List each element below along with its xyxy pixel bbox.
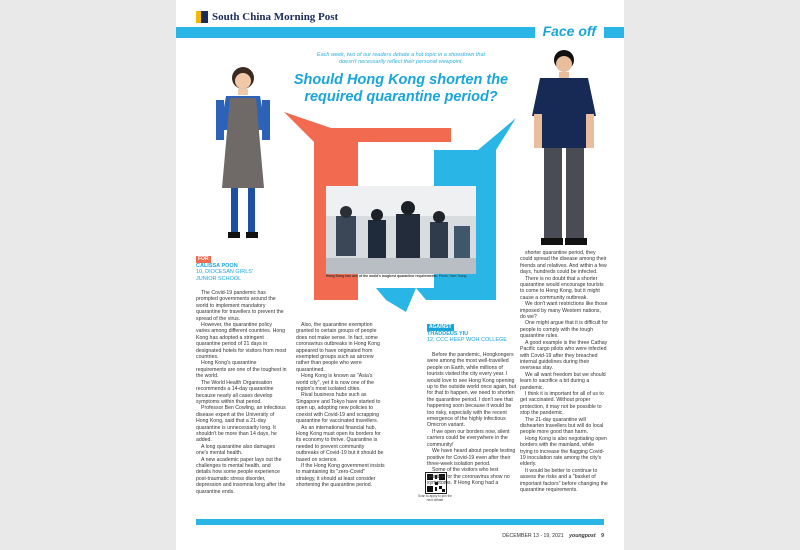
paragraph: A long quarantine also damages one's mental health. bbox=[196, 443, 276, 457]
against-student-photo bbox=[526, 44, 602, 254]
caption-text: Hong Kong has one of the world's toughest quarantine requirements. bbox=[326, 274, 438, 278]
section-label: Face off bbox=[535, 22, 604, 40]
paragraph: One might argue that it is difficult for people to comply with the tough quarantine rules. bbox=[520, 320, 608, 340]
for-school-line1: 10, DIOCESAN GIRLS' bbox=[196, 269, 253, 275]
paragraph: Hong Kong's quarantine requirements are one of the toughest in the world. bbox=[196, 360, 287, 380]
page-footer bbox=[502, 533, 604, 539]
footer-date: DECEMBER 13 - 19, 2021 bbox=[502, 533, 564, 539]
for-student-photo bbox=[208, 60, 278, 255]
for-name: CALISSA POON bbox=[196, 262, 238, 269]
masthead-title: South China Morning Post bbox=[212, 11, 339, 23]
caption-credit: Photo: Sam Tsang bbox=[438, 274, 467, 278]
paragraph: Hong Kong is known as "Asia's world city", yet it is now one of the region's most isolated cities. bbox=[296, 373, 374, 393]
against-column-1 bbox=[427, 352, 517, 487]
paragraph: Hong Kong is also negotiating open borders with the mainland, while trying to increase the flagging Covid-19 inoculation rate among the city's elderly. bbox=[520, 435, 607, 468]
paragraph: The World Health Organisation recommends a 14-day quarantine because nearly all cases develop symptoms within that period. bbox=[196, 379, 274, 405]
against-school-line1: 12, CCC HEEP WOH COLLEGE bbox=[427, 337, 507, 343]
bottom-bar bbox=[196, 519, 604, 525]
paragraph: shorter quarantine period, they could spread the disease among their friends and relatives. And within a few days, hundreds could be infected. bbox=[520, 250, 607, 276]
for-tag: FOR bbox=[198, 256, 209, 262]
paragraph: Also, the quarantine exemption granted to certain groups of people does not make sense. In fact, some coronavirus outbreaks in Hong Kong appeared to have originated from exempted groups such as aircrew rather than people who were quarantined. bbox=[296, 322, 380, 373]
paragraph: As an international financial hub, Hong Kong must open its borders for its economy to thrive. Quarantine is needed to prevent community outbreaks of Covid-19 but it should be based on science. bbox=[296, 424, 384, 463]
paragraph: Before the pandemic, Hongkongers were among the most well-travelled people on Earth, while millions of tourists visited the city every year. I would love to see Hong Kong opening up to the outside world once again, but for that to happen, we need to shorten the quarantine period. I don't see that happening soon because it would be too risky, especially with the recent emergence of the highly infectious Omicron variant. bbox=[427, 352, 517, 429]
qr-caption: Scan to apply to join the next debate bbox=[417, 494, 453, 502]
for-column-2 bbox=[296, 322, 386, 489]
paragraph: Some of the visitors who test positive for the coronavirus show no symptoms. If Hong Kong had a bbox=[427, 467, 510, 487]
for-school-line2: JUNIOR SCHOOL bbox=[196, 275, 242, 282]
paragraph: A good example is the three Cathay Pacific cargo pilots who were infected with Covid-19 after they breached internal guidelines during their overseas stay. bbox=[520, 339, 608, 372]
footer-brand: youngpost bbox=[569, 533, 596, 539]
against-name: THADDEUS YIU bbox=[427, 330, 469, 337]
paragraph: We all want freedom but we should learn to sacrifice a bit during a pandemic. bbox=[520, 371, 606, 391]
paragraph: We have heard about people testing positive for Covid-19 even after their three-week isolation period. bbox=[427, 448, 516, 467]
against-tag: AGAINST bbox=[429, 324, 452, 330]
photo-caption bbox=[326, 274, 476, 278]
paragraph: The 21-day quarantine will dishearten travellers but will do local people more good than harm. bbox=[520, 416, 604, 436]
paragraph: Professor Ben Cowling, an infectious disease expert at the University of Hong Kong, said that a 21-day quarantine is unnecessarily long. It shouldn't be more than 14 days, he added. bbox=[196, 405, 286, 444]
paragraph: It would be better to continue to assess the risks and a "basket of important factors" before changing the quarantine requirements. bbox=[520, 467, 608, 494]
paragraph: I think it is important for all of us to get vaccinated. Without proper protection, it may not be possible to stop the pandemic. bbox=[520, 390, 604, 417]
paragraph: The Covid-19 pandemic has prompted governments around the world to implement mandatory quarantine for travellers to prevent the spread of the virus. bbox=[196, 290, 284, 322]
paragraph: If we open our borders now, silent carriers could be everywhere in the community! bbox=[427, 428, 510, 448]
paragraph: We don't want restrictions like those imposed by many Western nations, do we? bbox=[520, 301, 608, 321]
for-column-1 bbox=[196, 290, 287, 495]
paragraph: However, the quarantine policy varies among different countries. Hong Kong has adopted a stringent quarantine period of 21 days in designated hotels for visitors from most countries. bbox=[196, 322, 287, 361]
blue-bubble-tail bbox=[376, 288, 416, 312]
intro-text: Each week, two of our readers debate a hot topic in a showdown that doesn't necessarily reflect their personal viewpoint. bbox=[316, 52, 486, 65]
page-number: 9 bbox=[601, 533, 604, 539]
news-photo bbox=[326, 186, 476, 274]
for-label bbox=[196, 256, 286, 282]
orange-bubble-shape-right bbox=[414, 128, 451, 142]
against-column-2 bbox=[520, 250, 608, 493]
paragraph: Rival business hubs such as Singapore and Tokyo have started to open up, adopting new policies to coexist with Covid-19 and scrapping quarantine for vaccinated travellers. bbox=[296, 392, 381, 425]
paragraph: A new academic paper lays out the challenges to mental health, and details how some people experience post-traumatic stress disorder, depression and insomnia long after the quarantine ends. bbox=[196, 456, 286, 495]
debate-question: Should Hong Kong shorten the required quarantine period? bbox=[293, 72, 509, 105]
photo-illustration bbox=[326, 186, 476, 274]
paragraph: There is no doubt that a shorter quarantine would encourage tourists to come to Hong Kong, but it might cause a community outbreak. bbox=[520, 275, 604, 301]
paragraph: If the Hong Kong government insists to maintaining its "zero-Covid" strategy, it should at least consider shortening the quarantine period. bbox=[296, 462, 385, 489]
newspaper-page bbox=[176, 0, 624, 550]
